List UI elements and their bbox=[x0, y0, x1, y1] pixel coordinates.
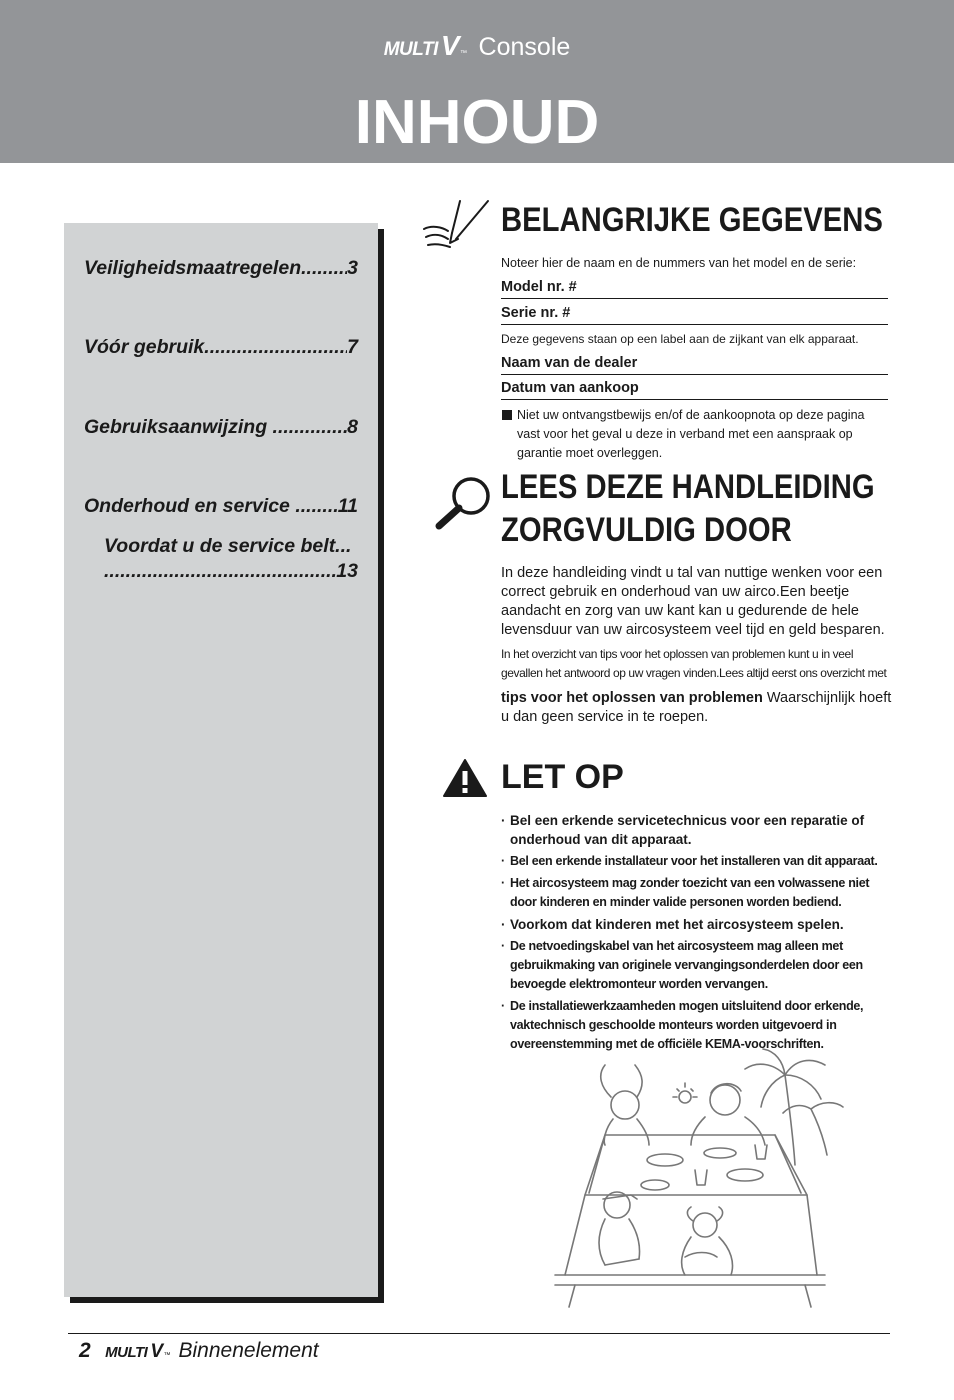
read-paragraph-3: tips voor het oplossen van problemen Waarschijnlijk hoeft u dan geen service in te roepen. bbox=[501, 690, 892, 725]
read-paragraph-1: In deze handleiding vindt u tal van nuttige wenken voor een correct gebruik en onderhoud van uw airco.Een beetje aandacht en zorg van uw kant kan u gedurende de hele levensduur van uw aircosysteem veel tijd en geld besparen. bbox=[501, 565, 885, 638]
footer bbox=[79, 1339, 319, 1363]
toc-item-before-service[interactable]: Voordat u de service belt... ..... 13 bbox=[104, 535, 358, 583]
toc-item-safety[interactable]: Veiligheidsmaatregelen ..... 3 bbox=[84, 257, 358, 280]
footer-subtitle: Binnenelement bbox=[178, 1339, 319, 1362]
product-subtitle: Console bbox=[478, 33, 571, 61]
caution-item: · De installatiewerkzaamheden mogen uitsluitend door erkende, vaktechnisch geschoolde monteurs worden uitgevoerd in overeenstemming met de officiële KEMA-voorschriften. bbox=[501, 997, 893, 1054]
toc-panel bbox=[64, 223, 378, 1297]
dealer-name-field[interactable]: Naam van de dealer bbox=[501, 355, 888, 375]
receipt-note: Niet uw ontvangstbewijs en/of de aankoopnota op deze pagina vast voor het geval u deze in verband met een aanspraak op garantie moet overleggen. bbox=[501, 406, 881, 463]
read-heading-line2: ZORGVULDIG DOOR bbox=[501, 511, 792, 549]
toc-item-before-use[interactable]: Vóór gebruik ..... 7 bbox=[84, 336, 358, 359]
toc-item-maintenance[interactable]: Onderhoud en service ..... 11 bbox=[84, 495, 358, 518]
caution-item: · De netvoedingskabel van het aircosysteem mag alleen met gebruikmaking van originele vervangingsonderdelen door een bevoegde elektromonteur worden vervangen. bbox=[501, 937, 893, 994]
square-bullet-icon bbox=[502, 410, 512, 420]
caution-item: · Het aircosysteem mag zonder toezicht van een volwassene niet door kinderen en minder valide personen worden bediend. bbox=[501, 874, 893, 912]
footer-logo: MULTI V™ bbox=[105, 1341, 171, 1362]
read-heading-line1: LEES DEZE HANDLEIDING bbox=[501, 468, 875, 506]
footer-rule bbox=[68, 1333, 890, 1334]
page-title: INHOUD bbox=[354, 88, 600, 157]
header-band bbox=[0, 0, 954, 163]
caution-heading: LET OP bbox=[501, 758, 624, 796]
magnifier-icon bbox=[433, 474, 495, 532]
purchase-date-field[interactable]: Datum van aankoop bbox=[501, 380, 888, 400]
caution-item: · Voorkom dat kinderen met het aircosysteem spelen. bbox=[501, 915, 893, 934]
read-paragraph-2: In het overzicht van tips voor het oplossen van problemen kunt u in veel gevallen het antwoord op uw vragen vinden.Lees altijd eerst ons overzicht met bbox=[501, 647, 887, 680]
model-number-field[interactable]: Model nr. # bbox=[501, 279, 888, 299]
picnic-illustration bbox=[545, 1045, 845, 1310]
toc-item-operating[interactable]: Gebruiksaanwijzing ..... 8 bbox=[84, 416, 358, 439]
pen-hand-icon bbox=[420, 197, 492, 253]
brand-row bbox=[0, 30, 954, 62]
caution-item: · Bel een erkende servicetechnicus voor een reparatie of onderhoud van dit apparaat. bbox=[501, 811, 893, 849]
multi-v-logo: MULTI V™ bbox=[383, 30, 467, 61]
important-intro: Noteer hier de naam en de nummers van het model en de serie: bbox=[501, 256, 857, 270]
serial-number-field[interactable]: Serie nr. # bbox=[501, 305, 888, 325]
caution-list bbox=[501, 811, 893, 1057]
page-number: 2 bbox=[79, 1339, 91, 1362]
warning-icon bbox=[442, 758, 488, 798]
label-note: Deze gegevens staan op een label aan de zijkant van elk apparaat. bbox=[501, 332, 859, 346]
caution-item: · Bel een erkende installateur voor het installeren van dit apparaat. bbox=[501, 852, 893, 871]
important-heading: BELANGRIJKE GEGEVENS bbox=[501, 201, 883, 239]
